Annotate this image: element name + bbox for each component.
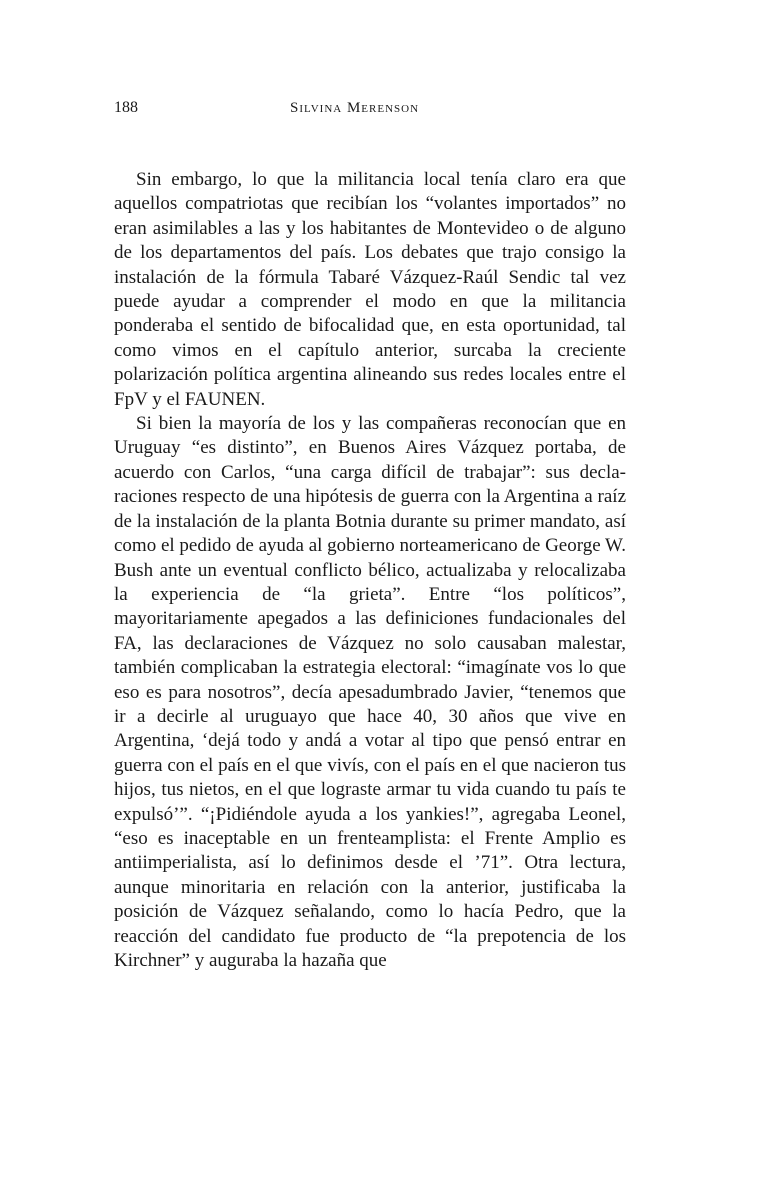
page-number: 188 <box>114 99 138 116</box>
running-head: Silvina Merenson <box>290 100 420 116</box>
paragraph: Si bien la mayoría de los y las compañeras reconocían que en Uruguay “es distinto”, en Buenos Aires Vázquez portaba, de acuerdo con Carlos, “una carga difícil de trabajar”: sus declaraciones respecto de una hipótesis de guerra con la Argentina a raíz de la instalación de la planta Botnia durante su primer mandato, así como el pedido de ayuda al gobierno norteamericano de George W. Bush ante un eventual conflicto bélico, actualizaba y relocalizaba la experiencia de “la grieta”. Entre “los políticos”, mayoritariamente apegados a las definiciones fundacionales del FA, las declaraciones de Vázquez no solo causaban malestar, también complicaban la estrategia electoral: “imagínate vos lo que eso es para nosotros”, decía apesadumbrado Javier, “tenemos que ir a decirle al uruguayo que hace 40, 30 años que vive en Argentina, ‘dejá todo y andá a votar al tipo que pensó entrar en guerra con el país en el que vivís, con el país en el que nacieron tus hijos, tus nietos, en el que lograste armar tu vida cuando tu país te expulsó’”. “¡Pidiéndole ayuda a los yankies!”, agregaba Leonel, “eso es inaceptable en un frenteamplista: el Frente Amplio es antiimperialista, así lo definimos desde el ’71”. Otra lectura, aunque minoritaria en relación con la anterior, justificaba la posición de Vázquez señalando, como lo hacía Pedro, que la reacción del candidato fue producto de “la prepotencia de los Kirchner” y auguraba la hazaña que <box>114 413 626 971</box>
body-text <box>114 168 626 973</box>
paragraph: Sin embargo, lo que la militancia local tenía claro era que aquellos compatriotas que recibían los “volantes importados” no eran asimilables a las y los habitantes de Montevideo o de alguno de los departamentos del país. Los debates que trajo consigo la instalación de la fórmula Tabaré Vázquez-Raúl Sendic tal vez puede ayudar a comprender el modo en que la militancia ponderaba el sentido de bifocalidad que, en esta oportunidad, tal como vimos en el capítulo anterior, surcaba la creciente polarización política argentina alineando sus redes locales entre el FpV y el FAUNEN. <box>114 169 626 410</box>
